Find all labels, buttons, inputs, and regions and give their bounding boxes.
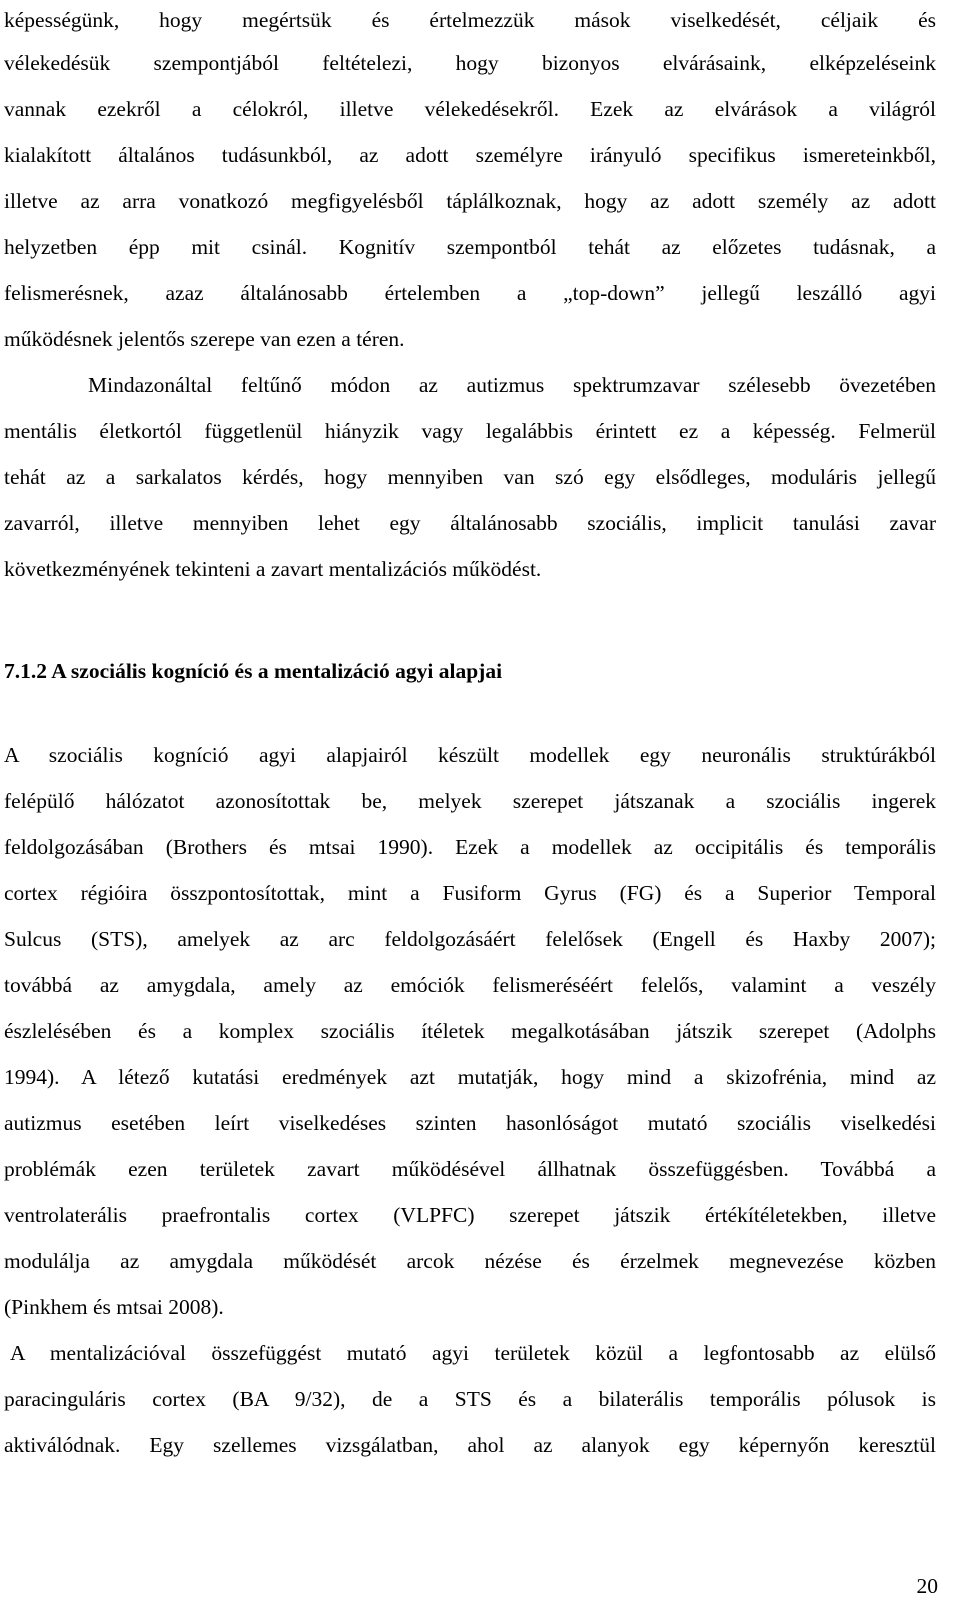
paragraph-line: helyzetben épp mit csinál. Kognitív szempontból tehát az előzetes tudásnak, a — [4, 235, 936, 259]
paragraph-1 — [4, 0, 936, 362]
paragraph-line: képességünk, hogy megértsük és értelmezzük mások viselkedését, céljaik és — [4, 8, 936, 32]
paragraph-3 — [4, 732, 936, 1330]
paragraph-line: észlelésében és a komplex szociális ítéletek megalkotásában játszik szerepet (Adolphs — [4, 1019, 936, 1043]
paragraph-line: Mindazonáltal feltűnő módon az autizmus spektrumzavar szélesebb övezetében — [88, 373, 936, 397]
paragraph-line: feldolgozásában (Brothers és mtsai 1990). Ezek a modellek az occipitális és temporális — [4, 835, 936, 859]
paragraph-line: illetve az arra vonatkozó megfigyelésből táplálkoznak, hogy az adott személy az adott — [4, 189, 936, 213]
paragraph-line: 1994). A létező kutatási eredmények azt mutatják, hogy mind a skizofrénia, mind az — [4, 1065, 936, 1089]
paragraph-line: problémák ezen területek zavart működésével állhatnak összefüggésben. Továbbá a — [4, 1157, 936, 1181]
paragraph-line: paracinguláris cortex (BA 9/32), de a STS és a bilaterális temporális pólusok is — [4, 1387, 936, 1411]
paragraph-line: vannak ezekről a célokról, illetve vélekedésekről. Ezek az elvárások a világról — [4, 97, 936, 121]
paragraph-line: tehát az a sarkalatos kérdés, hogy mennyiben van szó egy elsődleges, moduláris jellegű — [4, 465, 936, 489]
section-heading: 7.1.2 A szociális kogníció és a mentalizáció agyi alapjai — [4, 659, 503, 683]
paragraph-line: kialakított általános tudásunkból, az adott személyre irányuló specifikus ismereteinkből, — [4, 143, 936, 167]
paragraph-line: zavarról, illetve mennyiben lehet egy általánosabb szociális, implicit tanulási zavar — [4, 511, 936, 535]
paragraph-line: (Pinkhem és mtsai 2008). — [4, 1295, 224, 1319]
paragraph-line: modulálja az amygdala működését arcok nézése és érzelmek megnevezése közben — [4, 1249, 936, 1273]
paragraph-line: autizmus esetében leírt viselkedéses szinten hasonlóságot mutató szociális viselkedési — [4, 1111, 936, 1135]
paragraph-line: vélekedésük szempontjából feltételezi, hogy bizonyos elvárásaink, elképzeléseink — [4, 51, 936, 75]
paragraph-line: felismerésnek, azaz általánosabb értelemben a „top-down” jellegű leszálló agyi — [4, 281, 936, 305]
paragraph-line: mentális életkortól függetlenül hiányzik vagy legalábbis érintett ez a képesség. Felmerül — [4, 419, 936, 443]
paragraph-line: Sulcus (STS), amelyek az arc feldolgozásáért felelősek (Engell és Haxby 2007); — [4, 927, 936, 951]
paragraph-2 — [4, 362, 936, 592]
paragraph-line: felépülő hálózatot azonosítottak be, melyek szerepet játszanak a szociális ingerek — [4, 789, 936, 813]
paragraph-line: következményének tekinteni a zavart mentalizációs működést. — [4, 557, 542, 581]
paragraph-line: ventrolaterális praefrontalis cortex (VLPFC) szerepet játszik értékítéletekben, illetve — [4, 1203, 936, 1227]
page-number: 20 — [916, 1574, 938, 1598]
paragraph-line: A mentalizációval összefüggést mutató agyi területek közül a legfontosabb az elülső — [10, 1341, 936, 1365]
paragraph-line: működésnek jelentős szerepe van ezen a téren. — [4, 327, 405, 351]
paragraph-line: A szociális kogníció agyi alapjairól készült modellek egy neuronális struktúrákból — [4, 743, 936, 767]
paragraph-line: cortex régióira összpontosítottak, mint a Fusiform Gyrus (FG) és a Superior Temporal — [4, 881, 936, 905]
paragraph-4 — [4, 1330, 936, 1468]
paragraph-line: aktiválódnak. Egy szellemes vizsgálatban, ahol az alanyok egy képernyőn keresztül — [4, 1433, 936, 1457]
document-page — [4, 0, 936, 1468]
paragraph-line: továbbá az amygdala, amely az emóciók felismeréséért felelős, valamint a veszély — [4, 973, 936, 997]
